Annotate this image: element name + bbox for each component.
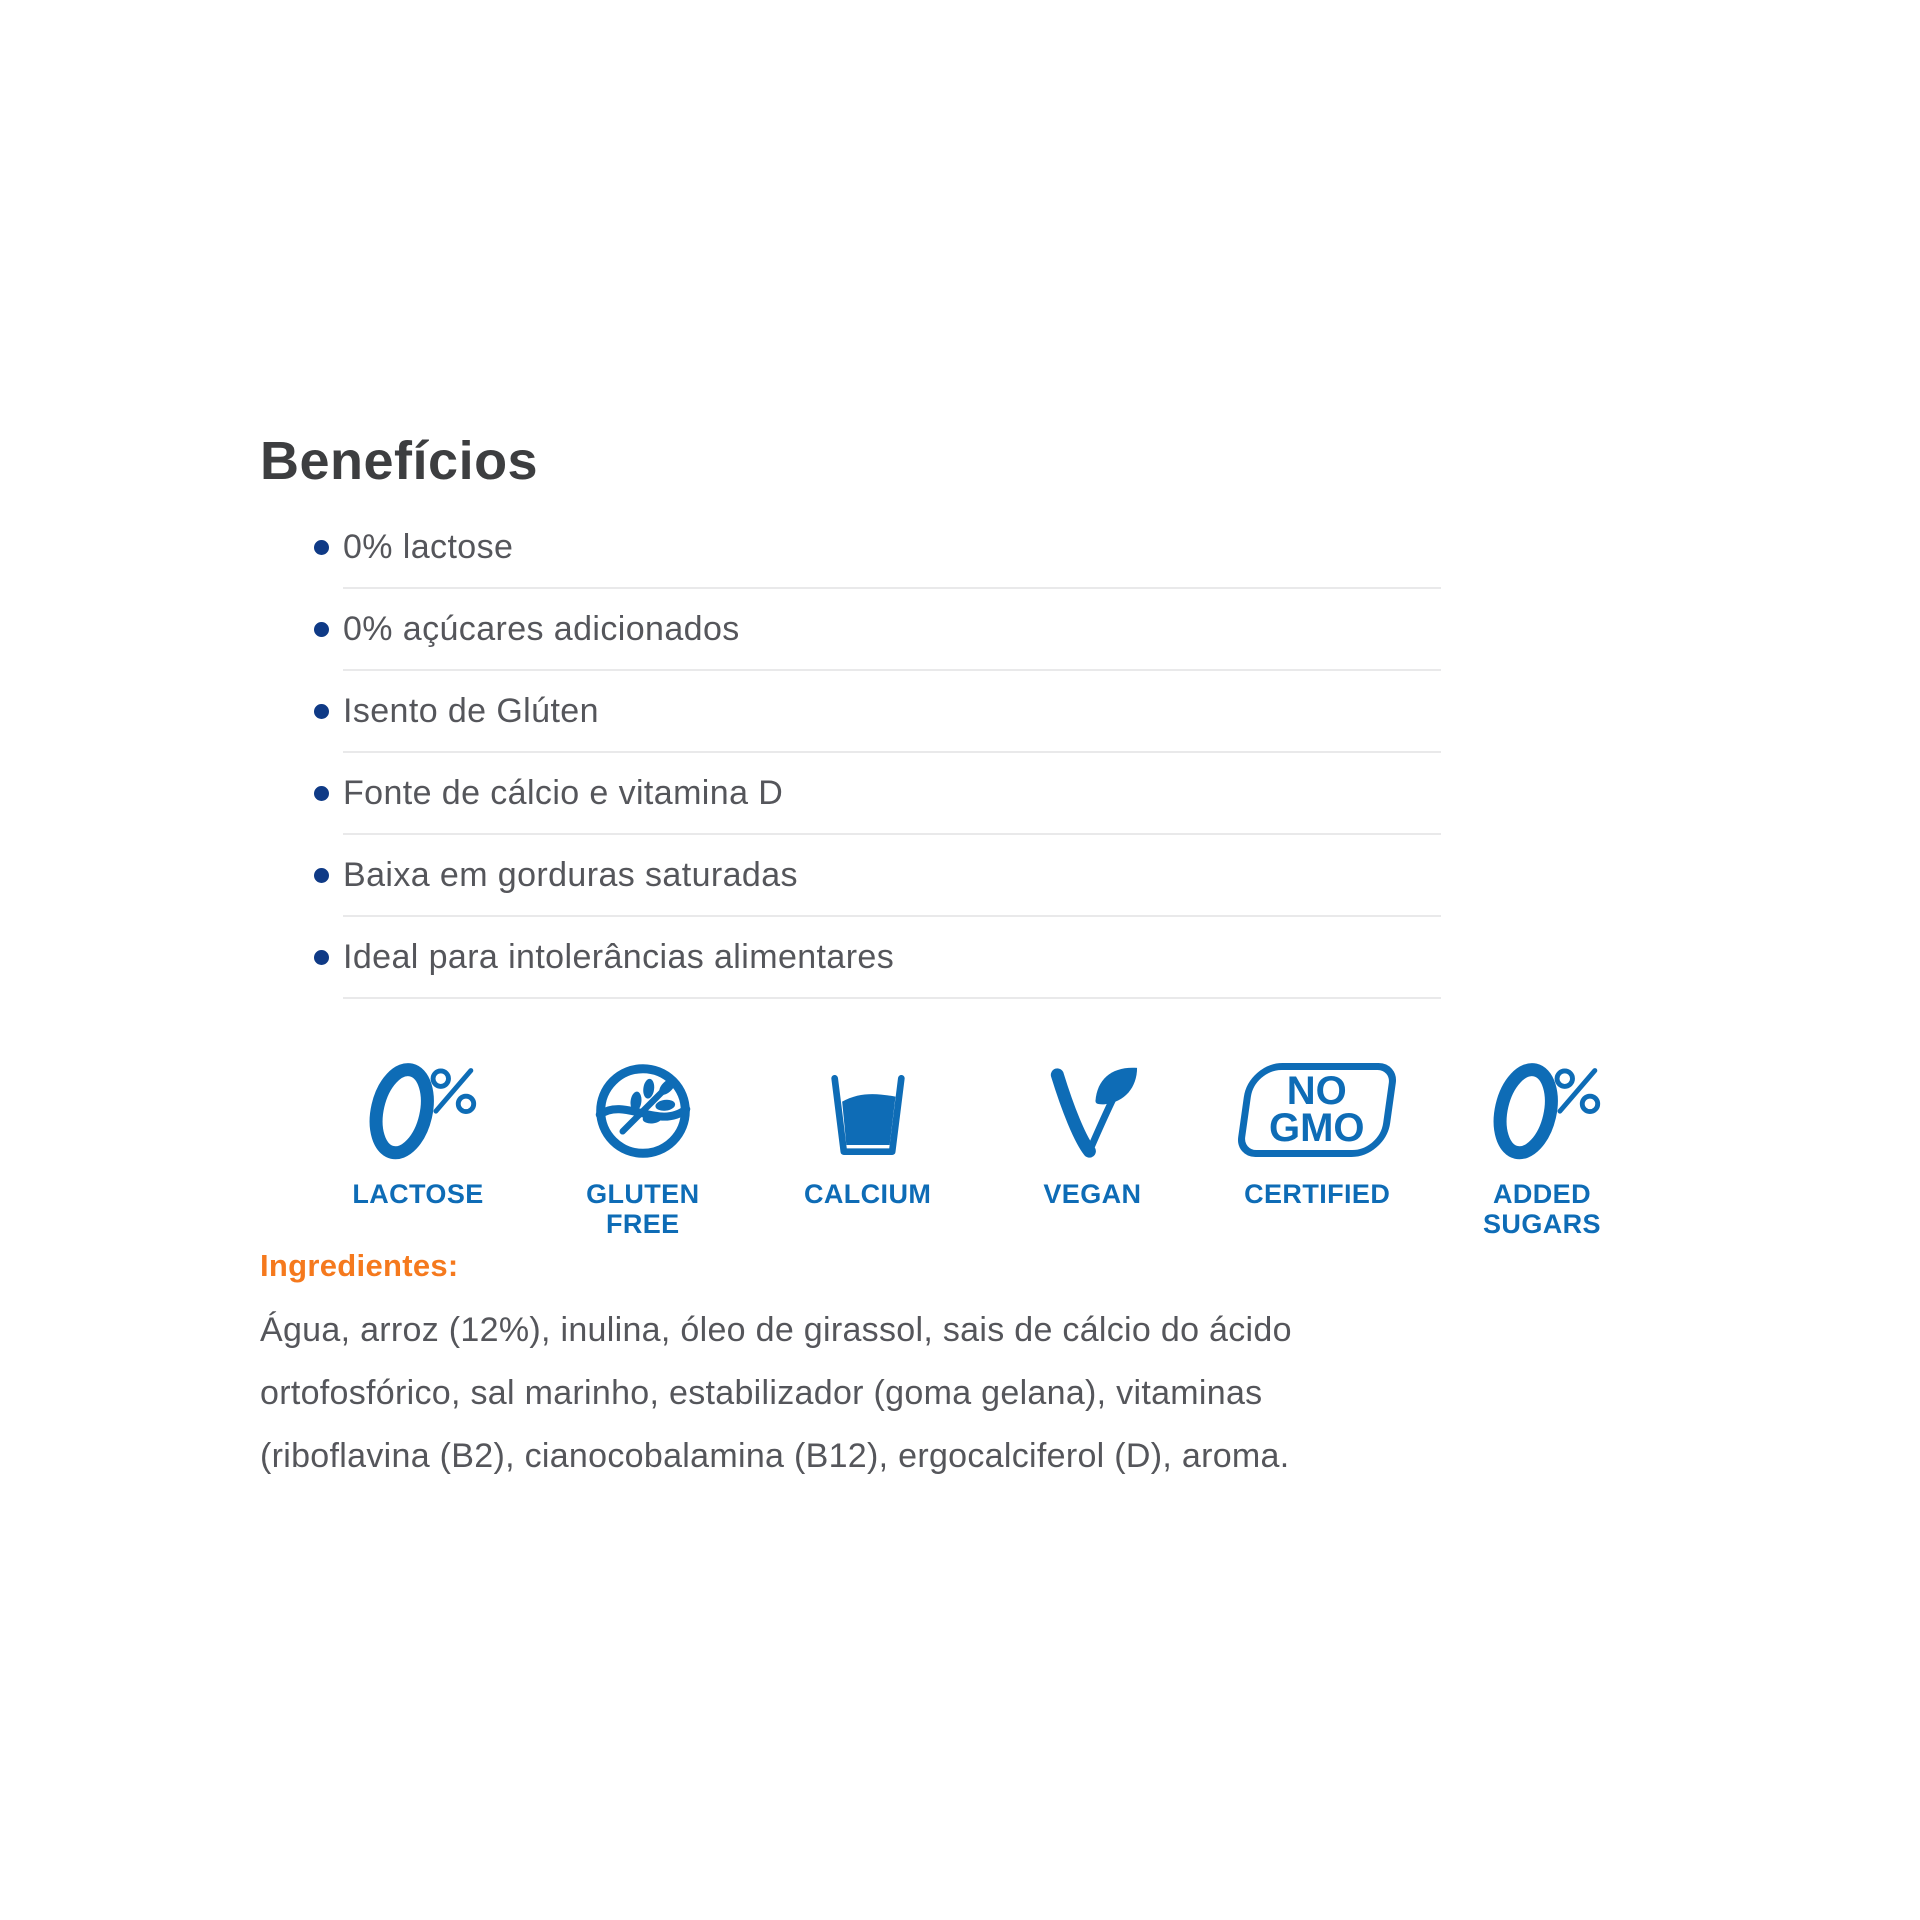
badge-lactose-free bbox=[330, 1053, 506, 1239]
zero-percent-icon bbox=[1481, 1053, 1603, 1165]
ingredients-text bbox=[260, 1299, 1292, 1488]
badge-label: LACTOSE bbox=[352, 1179, 484, 1209]
benefit-item bbox=[343, 917, 1441, 999]
bullet-icon bbox=[314, 704, 329, 719]
benefit-label: 0% lactose bbox=[343, 527, 514, 566]
benefit-label: Ideal para intolerâncias alimentares bbox=[343, 937, 895, 976]
badge-gluten-free bbox=[555, 1053, 731, 1239]
benefit-label: Baixa em gorduras saturadas bbox=[343, 855, 798, 894]
zero-percent-icon bbox=[357, 1053, 479, 1165]
benefit-item bbox=[343, 671, 1441, 753]
badge-calcium bbox=[780, 1053, 956, 1239]
benefit-label: 0% açúcares adicionados bbox=[343, 609, 740, 648]
badge-vegan bbox=[1004, 1053, 1180, 1239]
badge-label: GLUTEN FREE bbox=[586, 1179, 700, 1239]
benefit-label: Isento de Glúten bbox=[343, 691, 599, 730]
gluten-free-icon bbox=[589, 1053, 697, 1165]
badge-label: VEGAN bbox=[1043, 1179, 1142, 1209]
no-gmo-badge-icon bbox=[1242, 1053, 1392, 1165]
bullet-icon bbox=[314, 950, 329, 965]
ingredients-heading: Ingredientes: bbox=[260, 1248, 459, 1283]
benefit-item bbox=[343, 589, 1441, 671]
benefit-item bbox=[343, 507, 1441, 589]
benefit-item bbox=[343, 835, 1441, 917]
no-gmo-badge-outline bbox=[1236, 1063, 1399, 1157]
no-gmo-badge-text bbox=[1269, 1069, 1365, 1150]
bullet-icon bbox=[314, 622, 329, 637]
bullet-icon bbox=[314, 786, 329, 801]
vegan-leaf-icon bbox=[1040, 1053, 1144, 1165]
benefit-label: Fonte de cálcio e vitamina D bbox=[343, 773, 784, 812]
badge-label: CALCIUM bbox=[803, 1179, 932, 1209]
benefits-title: Benefícios bbox=[260, 431, 539, 491]
ingredients-line: Água, arroz (12%), inulina, óleo de girassol, sais de cálcio do ácido bbox=[260, 1311, 1292, 1349]
certification-badges-row bbox=[330, 1053, 1630, 1239]
no-gmo-line: NO bbox=[1287, 1069, 1348, 1113]
badge-no-added-sugars bbox=[1454, 1053, 1630, 1239]
benefit-item bbox=[343, 753, 1441, 835]
ingredients-line: ortofosfórico, sal marinho, estabilizador (goma gelana), vitaminas bbox=[260, 1374, 1263, 1412]
badge-label: CERTIFIED bbox=[1244, 1179, 1391, 1209]
bullet-icon bbox=[314, 868, 329, 883]
benefits-list bbox=[343, 507, 1441, 999]
badge-no-gmo bbox=[1229, 1053, 1405, 1239]
bullet-icon bbox=[314, 540, 329, 555]
calcium-glass-icon bbox=[818, 1053, 918, 1165]
badge-label: ADDED SUGARS bbox=[1483, 1179, 1601, 1239]
no-gmo-line: GMO bbox=[1269, 1106, 1365, 1150]
ingredients-line: (riboflavina (B2), cianocobalamina (B12), ergocalciferol (D), aroma. bbox=[260, 1437, 1290, 1475]
